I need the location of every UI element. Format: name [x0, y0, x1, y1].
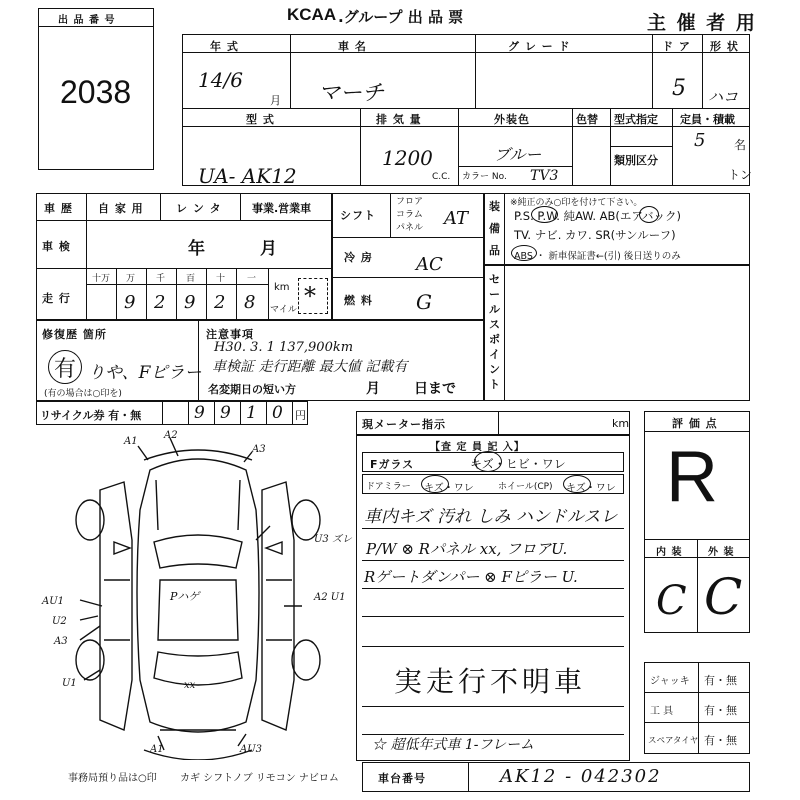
tool-label: 工 具	[650, 706, 674, 717]
cc-unit: C.C.	[432, 172, 451, 182]
mile-label: マイル	[270, 305, 297, 315]
tool-label: ジャッキ	[650, 676, 690, 687]
mileage-digit: 2	[214, 292, 226, 313]
history-label: 車 歴	[44, 202, 73, 215]
lot-number: 2038	[60, 74, 132, 110]
fuel-value: G	[416, 290, 432, 314]
notes-label: 注意事項	[206, 328, 254, 341]
color-no-value: TV3	[530, 168, 559, 184]
meter-label: 現メーター指示	[362, 418, 446, 431]
diagram-mark: U3 ズレ	[314, 534, 352, 545]
history-business: 事業.営業車	[252, 202, 312, 215]
diagram-mark: A3	[54, 636, 68, 647]
digit-unit: 千	[156, 274, 166, 284]
mileage-label: 走 行	[42, 292, 71, 305]
tool-value: 有・無	[704, 734, 737, 747]
history-rental: レ ン タ	[176, 202, 222, 215]
equipment-note: ※純正のみ○印を付けて下さい。	[510, 198, 643, 208]
recycle-label: リサイクル券 有・無	[40, 409, 142, 422]
glass-options: キズ・ヒビ・ワレ	[470, 457, 566, 471]
mirror-options: キズ・ワレ	[424, 483, 474, 494]
shift-option: コラム	[396, 210, 423, 220]
inspection-label: 車 検	[42, 240, 71, 253]
diagram-mark: AU3	[240, 744, 263, 755]
grade-label: グ レ ー ド	[508, 40, 571, 53]
color-no-label: カラー No.	[462, 172, 507, 182]
digit-unit: 十万	[92, 274, 111, 284]
grade-label: 評 価 点	[672, 417, 718, 430]
diagram-mark: xx	[184, 680, 196, 691]
sales-point-char: ト	[489, 378, 500, 391]
km-label: km	[274, 282, 290, 293]
recycle-digit: 1	[246, 403, 257, 423]
sales-point-char: ス	[489, 318, 500, 331]
shift-label: シフト	[340, 209, 376, 222]
ac-value: AC	[416, 254, 443, 275]
sales-point-box	[484, 265, 750, 401]
mileage-digit: 9	[124, 292, 136, 313]
shift-value: AT	[444, 208, 469, 229]
copy-type: 主 催 者 用	[647, 12, 757, 34]
equipment-line2: TV. ナビ. カワ. SR(サンルーフ)	[514, 228, 676, 242]
diagram-mark: Pハゲ	[170, 590, 200, 603]
diagram-mark: A2 U1	[314, 592, 346, 603]
repair-label: 修復歴 箇所	[42, 328, 107, 341]
diagram-mark: A3	[252, 444, 266, 455]
diagram-mark: AU1	[42, 596, 65, 607]
equipment-side: 装	[489, 200, 501, 213]
diagram-mark: U1	[62, 678, 77, 689]
diagram-mark: A2	[164, 430, 178, 441]
exterior-label: 外 装	[708, 547, 735, 558]
recycle-digit: 9	[220, 403, 231, 423]
repair-note: (有の場合は○印を)	[44, 389, 122, 399]
model-designation-label: 型式指定	[614, 113, 658, 126]
doors-label: ド ア	[662, 40, 691, 53]
model-value: UA- AK12	[198, 164, 297, 188]
equipment-side: 品	[489, 244, 501, 257]
sales-point-label	[489, 272, 503, 392]
classification-label: 類別区分	[614, 154, 658, 167]
tool-label: スペアタイヤ	[648, 736, 699, 746]
office-note: 事務局預り品は○印	[68, 773, 157, 784]
inspector-comment-3: Rゲートダンパー ⊗ Fピラー U.	[364, 568, 578, 586]
lot-number-label: 出 品 番 号	[58, 15, 116, 26]
sales-point-char: ン	[489, 363, 500, 376]
car-damage-diagram	[40, 430, 356, 760]
recycle-digit: 9	[194, 403, 205, 423]
color-change-label: 色替	[576, 113, 598, 126]
exterior-color-label: 外装色	[494, 113, 530, 126]
inspector-header: 【査 定 員 記 入】	[430, 442, 525, 453]
inspector-comment-1: 車内キズ 汚れ しみ ハンドルスレ	[364, 507, 618, 527]
persons-unit: 名	[734, 138, 747, 152]
sales-point-char: ポ	[489, 333, 500, 346]
diagram-mark: U2	[52, 616, 67, 627]
displacement-label: 排 気 量	[376, 113, 422, 126]
notes-line2: 車検証 走行距離 最大値 記載有	[212, 359, 408, 375]
capacity-value: 5	[694, 130, 706, 151]
sales-point-char: イ	[489, 348, 500, 361]
name-change-month: 月	[366, 381, 380, 397]
ac-label: 冷 房	[344, 251, 373, 264]
inspector-comment-2: P/W ⊗ Rパネル xx, フロアU.	[366, 540, 568, 558]
displacement-value: 1200	[382, 146, 433, 170]
form-title: .グループ 出 品 票	[338, 8, 464, 26]
brand-logo: KCAA	[287, 5, 337, 24]
inspector-footer: ☆ 超低年式車 1-フレーム	[372, 737, 534, 753]
capacity-label: 定員・積載	[680, 113, 735, 126]
equipment-line1: P.S. P.W. 純AW. AB(エアバック)	[514, 209, 681, 223]
chassis-value: AK12 - 042302	[500, 766, 662, 787]
mileage-digit: 2	[154, 292, 166, 313]
doors-value: 5	[672, 76, 686, 101]
shift-option: パネル	[396, 223, 424, 233]
wheel-options: キズ・ワレ	[566, 483, 616, 494]
mirror-label: ドアミラー	[366, 482, 411, 492]
shape-value: ハコ	[708, 88, 739, 106]
mile-mark: *	[304, 282, 316, 310]
chassis-label: 車台番号	[378, 772, 426, 785]
diagram-mark: A1	[150, 744, 164, 755]
digit-unit: 一	[247, 274, 257, 284]
name-change-label: 名変期日の短い方	[208, 383, 296, 396]
notes-line1: H30. 3. 1 137,900km	[214, 340, 354, 355]
sales-point-char: セ	[489, 273, 500, 286]
mileage-digit: 9	[184, 292, 196, 313]
fuel-label: 燃 料	[344, 294, 373, 307]
digit-unit: 万	[126, 274, 136, 284]
history-private: 自 家 用	[98, 202, 144, 215]
overall-grade: R	[666, 437, 718, 517]
recycle-unit: 円	[295, 409, 306, 422]
sales-point-char: ル	[489, 303, 500, 316]
year-value: 14/6	[198, 68, 243, 92]
recycle-digit: 0	[272, 403, 283, 423]
equipment-line3: ABS ・ 新車保証書←(引) 後日送りのみ	[514, 251, 681, 262]
wheel-label: ホイール(CP)	[498, 482, 553, 492]
diagram-mark: A1	[124, 436, 138, 447]
month-unit: 月	[270, 94, 281, 107]
car-name-label: 車 名	[338, 40, 367, 53]
model-label: 型 式	[246, 113, 275, 126]
tons-unit: トン	[728, 168, 753, 182]
inspection-year: 年	[188, 239, 205, 259]
exterior-grade: C	[704, 568, 743, 626]
office-items: カギ シフトノブ リモコン ナビロム	[180, 773, 339, 784]
repair-value: 有	[54, 357, 77, 382]
interior-grade: C	[656, 578, 687, 624]
interior-label: 内 装	[656, 547, 683, 558]
digit-unit: 十	[216, 274, 226, 284]
digit-unit: 百	[186, 274, 196, 284]
shift-option: フロア	[396, 197, 424, 207]
repair-detail: りや、Fピラー	[88, 363, 202, 383]
tool-value: 有・無	[704, 674, 737, 687]
tool-value: 有・無	[704, 704, 737, 717]
sales-point-char: ー	[489, 288, 500, 301]
glass-label: Fガラス	[370, 458, 415, 471]
name-change-day: 日まで	[414, 381, 456, 397]
car-name-value: マーチ	[318, 81, 385, 106]
shape-label: 形 状	[710, 40, 739, 53]
equipment-side: 備	[489, 222, 501, 235]
mileage-digit: 8	[244, 292, 256, 313]
inspector-stamp: 実走行不明車	[394, 665, 587, 698]
color-value: ブルー	[494, 145, 542, 164]
inspection-month: 月	[260, 239, 277, 259]
meter-unit: km	[612, 417, 630, 430]
year-label: 年 式	[210, 40, 239, 53]
